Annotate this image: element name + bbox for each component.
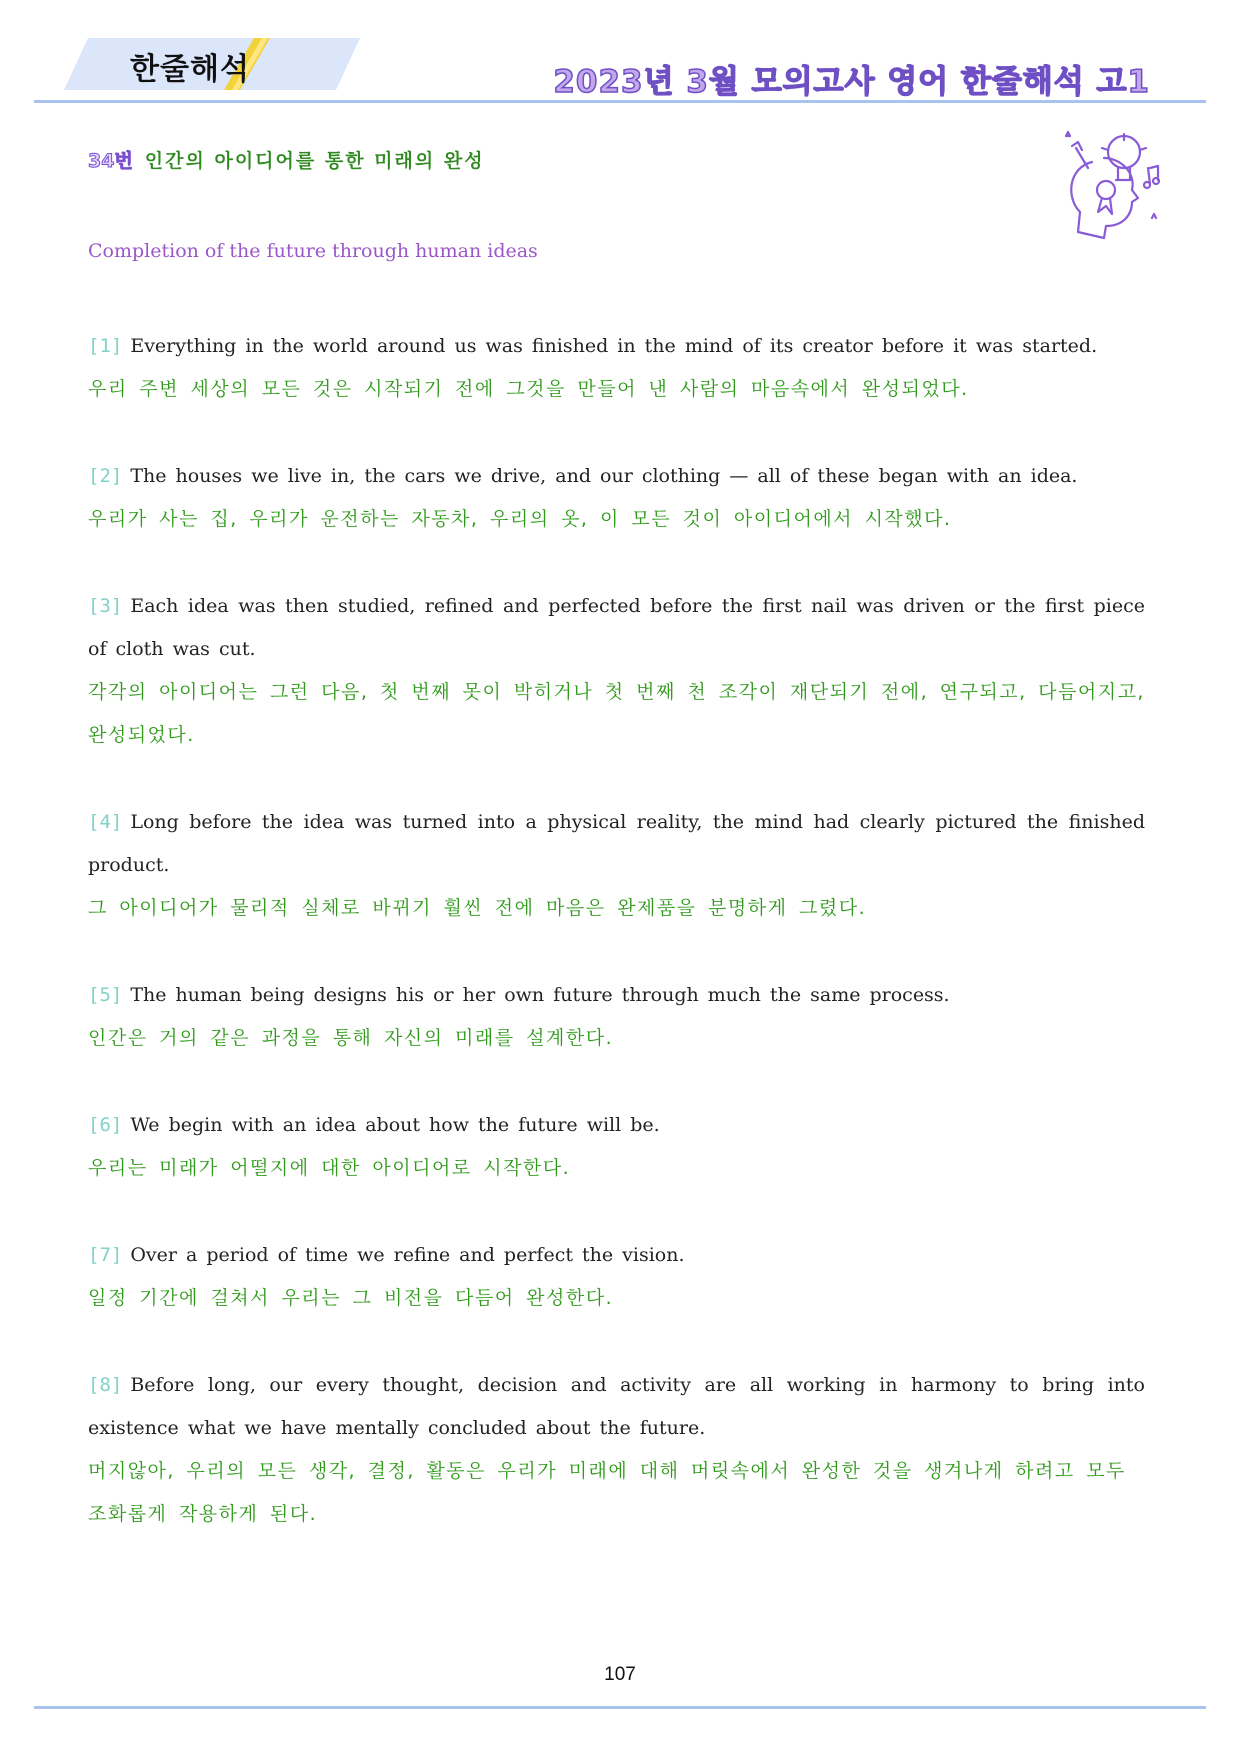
sentence-number: [2] [88, 465, 123, 487]
english-text: Long before the idea was turned into a physical reality, the mind had clearly pictured the finished product. [88, 811, 1145, 876]
sentence-number: [6] [88, 1114, 123, 1136]
english-sentence [88, 1364, 1145, 1450]
english-sentence [88, 325, 1145, 368]
question-heading [88, 146, 485, 173]
sentence-number: [8] [88, 1374, 123, 1396]
header-divider [34, 100, 1206, 103]
korean-translation: 그 아이디어가 물리적 실체로 바뀌기 훨씬 전에 마음은 완제품을 분명하게 그렸다. [88, 897, 867, 919]
sentence-number: [3] [88, 595, 123, 617]
question-number: 34번 [88, 150, 133, 172]
english-sentence [88, 585, 1145, 671]
sentence-pair [88, 1234, 1145, 1320]
english-text: Before long, our every thought, decision and activity are all working in harmony to bring into existence what we have mentally concluded about the future. [88, 1374, 1145, 1439]
korean-translation: 우리 주변 세상의 모든 것은 시작되기 전에 그것을 만들어 낸 사람의 마음속에서 완성되었다. [88, 378, 969, 400]
korean-translation: 우리는 미래가 어떨지에 대한 아이디어로 시작한다. [88, 1157, 571, 1179]
sentence-pair [88, 585, 1145, 757]
english-sentence [88, 1104, 1145, 1147]
english-sentence [88, 455, 1145, 498]
page-title: 2023년 3월 모의고사 영어 한줄해석 고1 [553, 64, 1150, 100]
sentence-list [88, 325, 1145, 1580]
english-sentence [88, 1234, 1145, 1277]
sentence-number: [5] [88, 984, 123, 1006]
english-text: We begin with an idea about how the future will be. [130, 1114, 660, 1136]
english-sentence [88, 801, 1145, 887]
sentence-number: [1] [88, 335, 123, 357]
sentence-pair [88, 455, 1145, 541]
sentence-pair [88, 974, 1145, 1060]
sentence-pair [88, 1104, 1145, 1190]
english-subtitle: Completion of the future through human ideas [88, 240, 538, 262]
korean-translation: 머지않아, 우리의 모든 생각, 결정, 활동은 우리가 미래에 대해 머릿속에서 완성한 것을 생겨나게 하려고 모두 조화롭게 작용하게 된다. [88, 1460, 1126, 1525]
question-title: 인간의 아이디어를 통한 미래의 완성 [144, 150, 485, 172]
sentence-pair [88, 325, 1145, 411]
page-number: 107 [604, 1664, 636, 1685]
english-text: Everything in the world around us was finished in the mind of its creator before it was started. [130, 335, 1098, 357]
sentence-pair [88, 1364, 1145, 1536]
english-sentence [88, 974, 1145, 1017]
head-lightbulb-icon [1058, 128, 1170, 248]
korean-translation: 우리가 사는 집, 우리가 운전하는 자동차, 우리의 옷, 이 모든 것이 아이디어에서 시작했다. [88, 508, 952, 530]
sentence-number: [4] [88, 811, 123, 833]
brand-label: 한줄해석 [130, 52, 250, 87]
english-text: The houses we live in, the cars we drive, and our clothing — all of these began with an idea. [130, 465, 1078, 487]
english-text: Each idea was then studied, refined and perfected before the first nail was driven or the first piece of cloth was cut. [88, 595, 1145, 660]
sentence-pair [88, 801, 1145, 930]
english-text: Over a period of time we refine and perfect the vision. [130, 1244, 685, 1266]
korean-translation: 일정 기간에 걸쳐서 우리는 그 비전을 다듬어 완성한다. [88, 1287, 614, 1309]
korean-translation: 인간은 거의 같은 과정을 통해 자신의 미래를 설계한다. [88, 1027, 614, 1049]
footer-divider [34, 1706, 1206, 1709]
sentence-number: [7] [88, 1244, 123, 1266]
korean-translation: 각각의 아이디어는 그런 다음, 첫 번째 못이 박히거나 첫 번째 천 조각이 재단되기 전에, 연구되고, 다듬어지고, 완성되었다. [88, 681, 1145, 746]
english-text: The human being designs his or her own future through much the same process. [130, 984, 950, 1006]
